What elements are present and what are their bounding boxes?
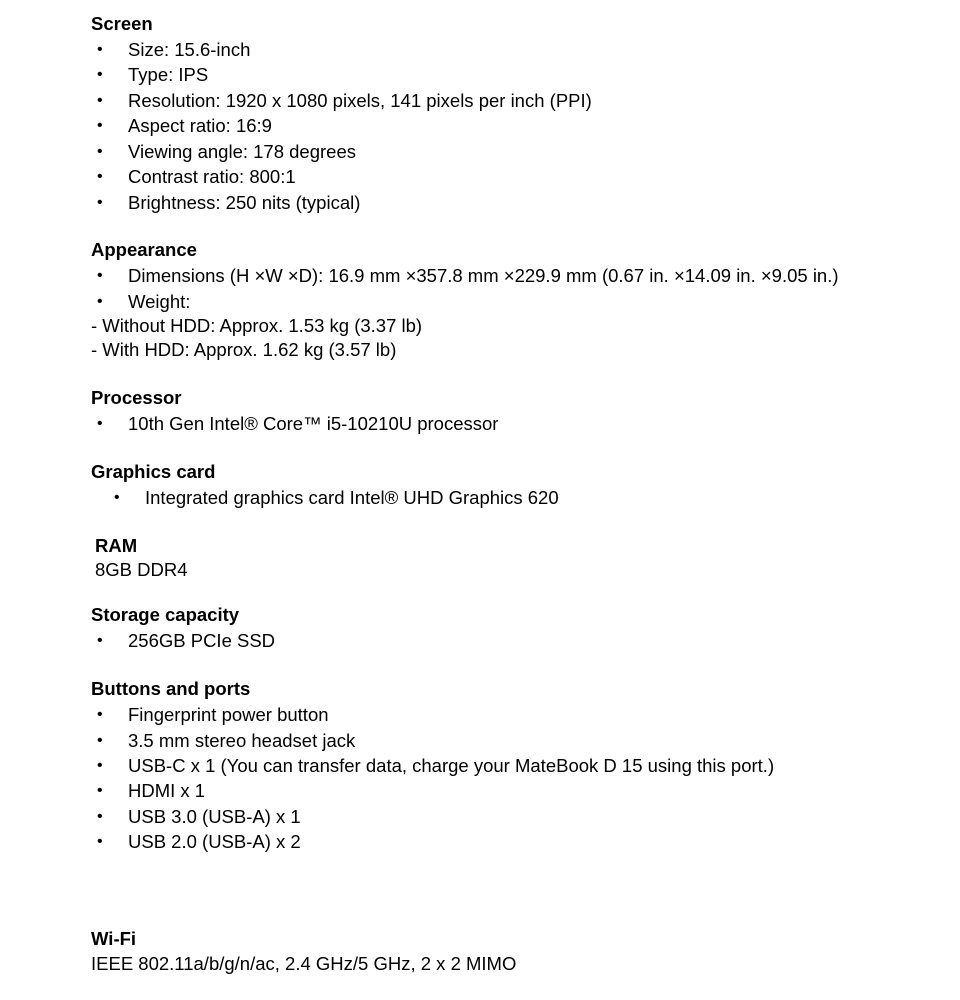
- bullet: •: [97, 732, 103, 749]
- spec-item: 10th Gen Intel® Core™ i5-10210U processor: [128, 413, 499, 434]
- spec-item: HDMI x 1: [128, 780, 206, 801]
- bullet: •: [97, 706, 103, 723]
- spec-item: Weight:: [128, 291, 191, 312]
- bullet: •: [97, 168, 103, 185]
- section-heading-appearance: Appearance: [91, 239, 197, 260]
- section-heading-storage: Storage capacity: [91, 604, 240, 625]
- spec-line: IEEE 802.11a/b/g/n/ac, 2.4 GHz/5 GHz, 2 x 2 MIMO: [91, 953, 517, 974]
- bullet: •: [97, 117, 103, 134]
- bullet: •: [97, 808, 103, 825]
- spec-item: Dimensions (H ×W ×D): 16.9 mm ×357.8 mm ×229.9 mm (0.67 in. ×14.09 in. ×9.05 in.): [128, 265, 839, 286]
- section-heading-processor: Processor: [91, 387, 182, 408]
- spec-item: Fingerprint power button: [128, 704, 329, 725]
- bullet: •: [97, 66, 103, 83]
- bullet: •: [97, 267, 103, 284]
- spec-item: Size: 15.6-inch: [128, 39, 251, 60]
- bullet: •: [97, 782, 103, 799]
- bullet: •: [97, 194, 103, 211]
- bullet: •: [97, 41, 103, 58]
- bullet: •: [97, 293, 103, 310]
- bullet: •: [97, 632, 103, 649]
- spec-item: Contrast ratio: 800:1: [128, 166, 296, 187]
- spec-line: - With HDD: Approx. 1.62 kg (3.57 lb): [91, 339, 397, 360]
- spec-item: USB 3.0 (USB-A) x 1: [128, 806, 301, 827]
- bullet: •: [97, 757, 103, 774]
- bullet: •: [114, 489, 120, 506]
- section-heading-ports: Buttons and ports: [91, 678, 251, 699]
- section-heading-screen: Screen: [91, 13, 153, 34]
- spec-item: Viewing angle: 178 degrees: [128, 141, 356, 162]
- section-heading-ram: RAM: [95, 535, 138, 556]
- spec-item: Aspect ratio: 16:9: [128, 115, 272, 136]
- bullet: •: [97, 92, 103, 109]
- spec-line: - Without HDD: Approx. 1.53 kg (3.37 lb): [91, 315, 423, 336]
- spec-line: 8GB DDR4: [95, 559, 188, 580]
- spec-item: Resolution: 1920 x 1080 pixels, 141 pixels per inch (PPI): [128, 90, 592, 111]
- section-heading-wifi: Wi-Fi: [91, 928, 137, 949]
- spec-item: USB-C x 1 (You can transfer data, charge your MateBook D 15 using this port.): [128, 755, 775, 776]
- spec-item: Brightness: 250 nits (typical): [128, 192, 361, 213]
- spec-item: Type: IPS: [128, 64, 209, 85]
- spec-item: 256GB PCIe SSD: [128, 630, 276, 651]
- section-heading-graphics: Graphics card: [91, 461, 216, 482]
- bullet: •: [97, 415, 103, 432]
- spec-item: USB 2.0 (USB-A) x 2: [128, 831, 301, 852]
- spec-item: 3.5 mm stereo headset jack: [128, 730, 356, 751]
- spec-item: Integrated graphics card Intel® UHD Graphics 620: [145, 487, 559, 508]
- bullet: •: [97, 833, 103, 850]
- bullet: •: [97, 143, 103, 160]
